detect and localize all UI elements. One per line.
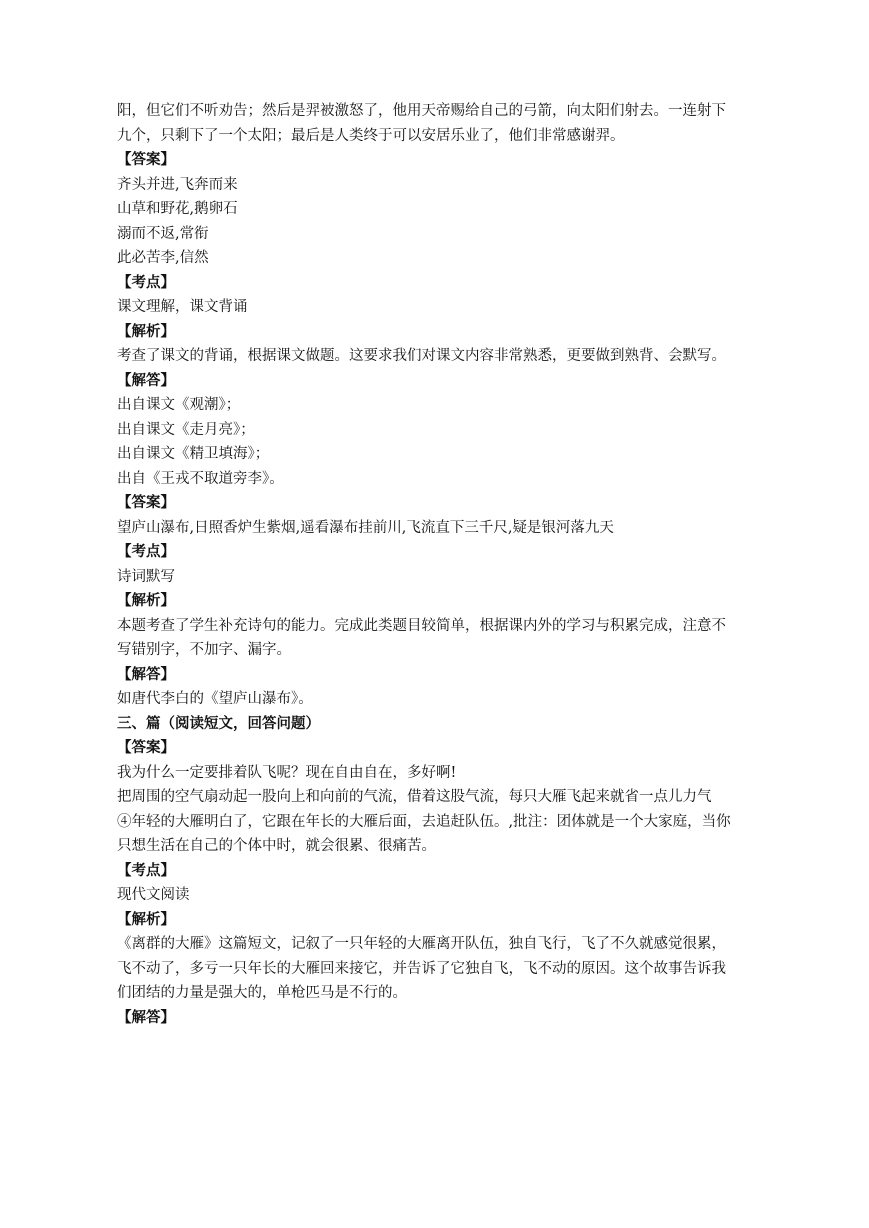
topic-text: 现代文阅读	[117, 887, 190, 903]
solution-heading: 【解答】	[117, 666, 175, 683]
document-page	[117, 99, 737, 1030]
answer-line: ④年轻的大雁明白了，它跟在年长的大雁后面，去追赶队伍。,批注：团体就是一个大家庭，当你只想生活在自己的个体中时，就会很累、很痛苦。	[117, 813, 731, 854]
topic-text: 诗词默写	[117, 568, 175, 585]
answer-line: 齐头并进,飞奔而来	[117, 176, 238, 193]
analysis-heading: 【解析】	[117, 323, 175, 340]
answer-line: 望庐山瀑布,日照香炉生紫烟,遥看瀑布挂前川,飞流直下三千尺,疑是银河落九天	[117, 519, 614, 536]
answer-line: 山草和野花,鹅卵石	[117, 201, 238, 217]
solution-heading: 【解答】	[117, 1009, 175, 1026]
answer-line: 我为什么一定要排着队飞呢？现在自由自在，多好啊!	[117, 764, 457, 781]
answer-line: 溺而不返,常衔	[117, 225, 209, 242]
solution-line: 出自《王戎不取道旁李》。	[117, 470, 284, 487]
solution-heading: 【解答】	[117, 372, 175, 389]
solution-line: 出自课文《观潮》；	[117, 397, 241, 413]
topic-heading: 【考点】	[117, 544, 175, 560]
analysis-heading: 【解析】	[117, 593, 175, 609]
topic-heading: 【考点】	[117, 274, 175, 291]
answer-line: 此必苦李,信然	[117, 250, 209, 266]
paragraph-houyi-story: 阳，但它们不听劝告；然后是羿被激怒了，他用天帝赐给自己的弓箭，向太阳们射去。一连射下九个，只剩下了一个太阳；最后是人类终于可以安居乐业了，他们非常感谢羿。	[117, 103, 726, 144]
answer-heading: 【答案】	[117, 740, 175, 756]
solution-line: 如唐代李白的《望庐山瀑布》。	[117, 691, 313, 707]
answer-line: 把周围的空气扇动起一股向上和向前的气流，借着这股气流，每只大雁飞起来就省一点儿力气	[117, 789, 712, 805]
analysis-text: 《离群的大雁》这篇短文，记叙了一只年轻的大雁离开队伍，独自飞行，飞了不久就感觉很累，飞不动了，多亏一只年长的大雁回来接它，并告诉了它独自飞，飞不动的原因。这个故事告诉我们团结的力量是强大的，单枪匹马是不行的。	[117, 936, 726, 1001]
topic-heading: 【考点】	[117, 862, 175, 879]
section-title: 三、篇（阅读短文，回答问题）	[117, 715, 320, 732]
analysis-text: 考查了课文的背诵，根据课文做题。这要求我们对课文内容非常熟悉，更要做到熟背、会默写。	[117, 348, 726, 364]
topic-text: 课文理解，课文背诵	[117, 299, 248, 315]
analysis-heading: 【解析】	[117, 911, 175, 928]
solution-line: 出自课文《精卫填海》；	[117, 446, 270, 462]
analysis-text: 本题考查了学生补充诗句的能力。完成此类题目较简单，根据课内外的学习与积累完成，注意不写错别字，不加字、漏字。	[117, 617, 726, 658]
answer-heading: 【答案】	[117, 495, 175, 511]
answer-heading: 【答案】	[117, 152, 175, 168]
solution-line: 出自课文《走月亮》；	[117, 421, 255, 438]
